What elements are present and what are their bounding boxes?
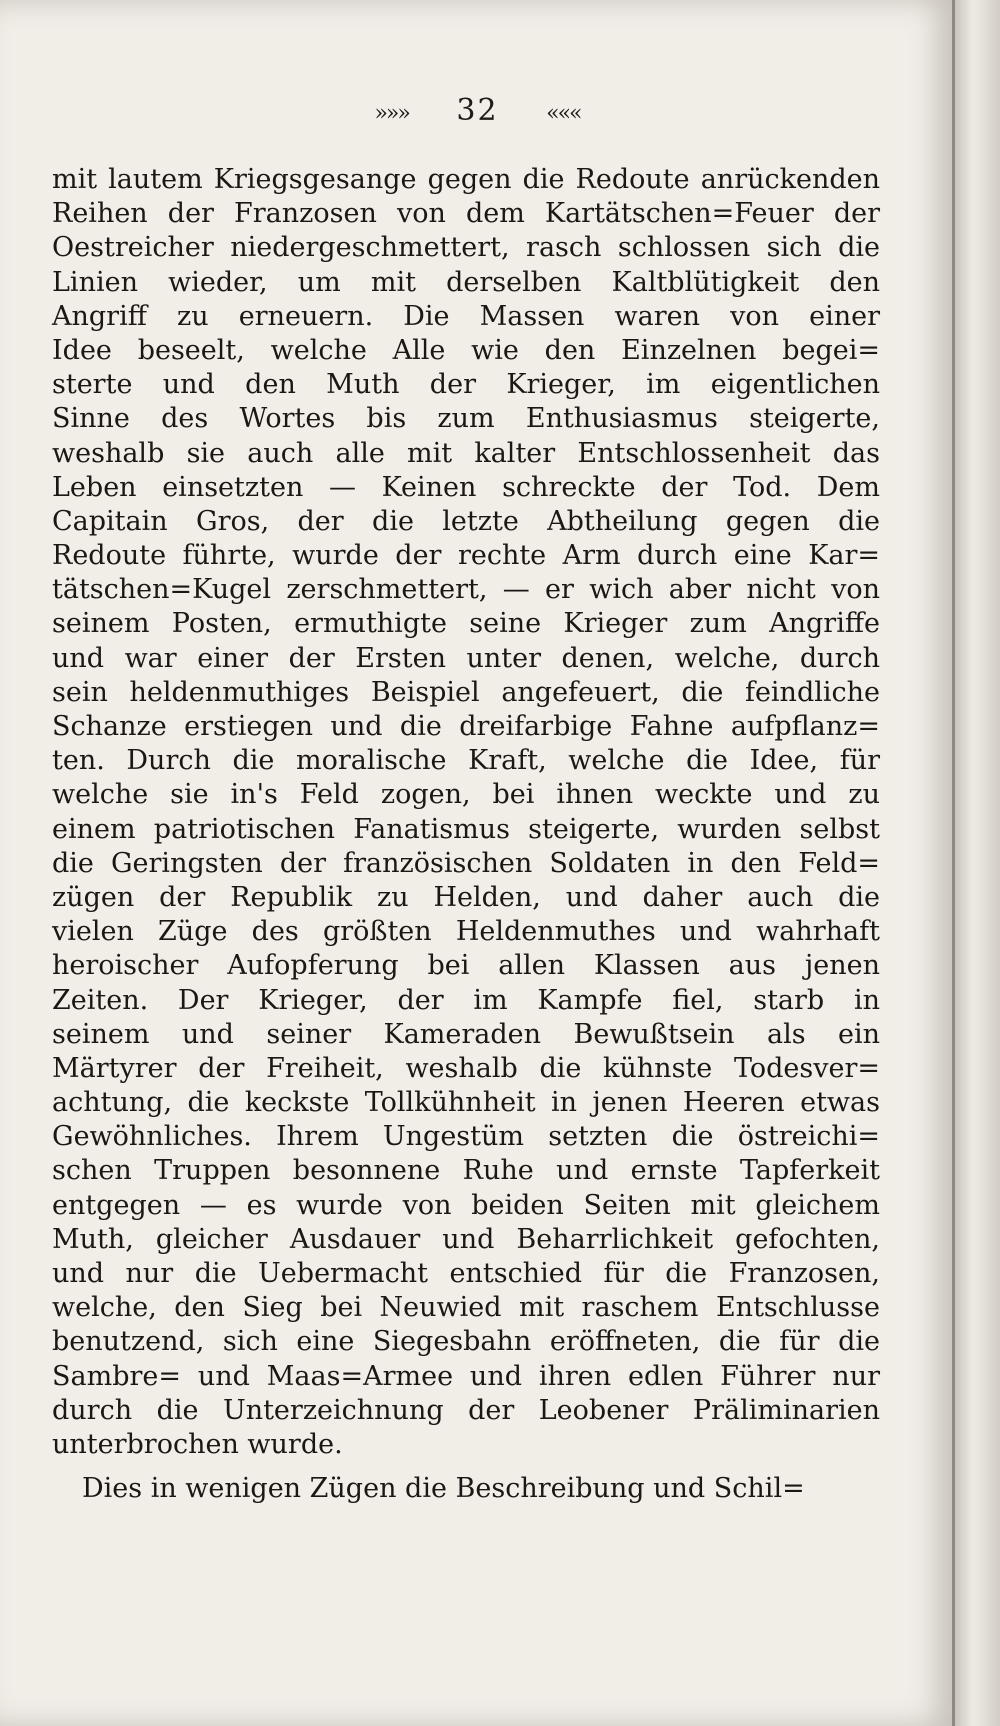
text-line: heroischer Aufopferung bei allen Klassen aus jenen (52, 950, 880, 982)
left-ornament: »»» (374, 101, 409, 126)
text-line: Leben einsetzten — Keinen schreckte der Tod. Dem (52, 471, 880, 503)
book-spine (955, 0, 1000, 1726)
text-line: Dies in wenigen Zügen die Beschreibung und Schil= (82, 1473, 805, 1505)
text-line: Linien wieder, um mit derselben Kaltblütigkeit den (52, 266, 880, 298)
text-line: Reihen der Franzosen von dem Kartätschen=Feuer der (52, 198, 880, 230)
text-line: seinem Posten, ermuthigte seine Krieger zum Angriffe (52, 608, 880, 640)
text-line: sterte und den Muth der Krieger, im eigentlichen (52, 369, 880, 401)
page-number: 32 (456, 93, 499, 128)
text-line: Märtyrer der Freiheit, weshalb die kühnste Todesver= (52, 1052, 880, 1084)
text-line: mit lautem Kriegsgesange gegen die Redoute anrückenden (52, 164, 880, 195)
text-line: unterbrochen wurde. (52, 1428, 343, 1460)
text-line: Sinne des Wortes bis zum Enthusiasmus steigerte, (52, 403, 880, 435)
text-line: sein heldenmuthiges Beispiel angefeuert, die feindliche (52, 676, 880, 708)
text-line: Redoute führte, wurde der rechte Arm durch eine Kar= (52, 540, 880, 572)
text-line: welche, den Sieg bei Neuwied mit raschem Entschlusse (52, 1292, 880, 1324)
text-line: Angriff zu erneuern. Die Massen waren von einer (52, 300, 880, 332)
text-line: Oestreicher niedergeschmettert, rasch schlossen sich die (52, 232, 880, 264)
text-line: und nur die Uebermacht entschied für die Franzosen, (52, 1258, 880, 1289)
page-header (0, 93, 955, 128)
text-line: und war einer der Ersten unter denen, welche, durch (52, 642, 880, 674)
text-line: Zeiten. Der Krieger, der im Kampfe fiel, starb in (52, 984, 880, 1016)
text-line: Gewöhnliches. Ihrem Ungestüm setzten die östreichi= (52, 1121, 880, 1153)
text-line: seinem und seiner Kameraden Bewußtsein als ein (52, 1018, 880, 1050)
text-line: benutzend, sich eine Siegesbahn eröffneten, die für die (52, 1326, 880, 1358)
text-line: die Geringsten der französischen Soldaten in den Feld= (52, 847, 880, 879)
text-line: durch die Unterzeichnung der Leobener Präliminarien (52, 1394, 880, 1426)
text-line: weshalb sie auch alle mit kalter Entschlossenheit das (52, 437, 880, 469)
text-line: Capitain Gros, der die letzte Abtheilung gegen die (52, 505, 880, 537)
text-line: Schanze erstiegen und die dreifarbige Fahne aufpflanz= (52, 711, 880, 742)
text-line: Idee beseelt, welche Alle wie den Einzelnen begei= (52, 334, 880, 366)
body-text (52, 163, 880, 1506)
text-line: Muth, gleicher Ausdauer und Beharrlichkeit gefochten, (52, 1223, 880, 1255)
text-line: ten. Durch die moralische Kraft, welche die Idee, für (52, 745, 880, 777)
text-line: schen Truppen besonnene Ruhe und ernste Tapferkeit (52, 1155, 880, 1187)
text-line: entgegen — es wurde von beiden Seiten mit gleichem (52, 1189, 880, 1221)
text-line: achtung, die keckste Tollkühnheit in jenen Heeren etwas (52, 1087, 880, 1119)
text-line: zügen der Republik zu Helden, und daher auch die (52, 881, 880, 913)
text-line: welche sie in's Feld zogen, bei ihnen weckte und zu (52, 779, 880, 811)
text-line: einem patriotischen Fanatismus steigerte, wurden selbst (52, 813, 880, 845)
paragraph-gap (52, 1462, 880, 1472)
text-line: tätschen=Kugel zerschmettert, — er wich aber nicht von (52, 574, 880, 606)
right-ornament: ««« (546, 101, 581, 126)
text-line: Sambre= und Maas=Armee und ihren edlen Führer nur (52, 1360, 880, 1392)
text-line: vielen Züge des größten Heldenmuthes und wahrhaft (52, 916, 880, 948)
